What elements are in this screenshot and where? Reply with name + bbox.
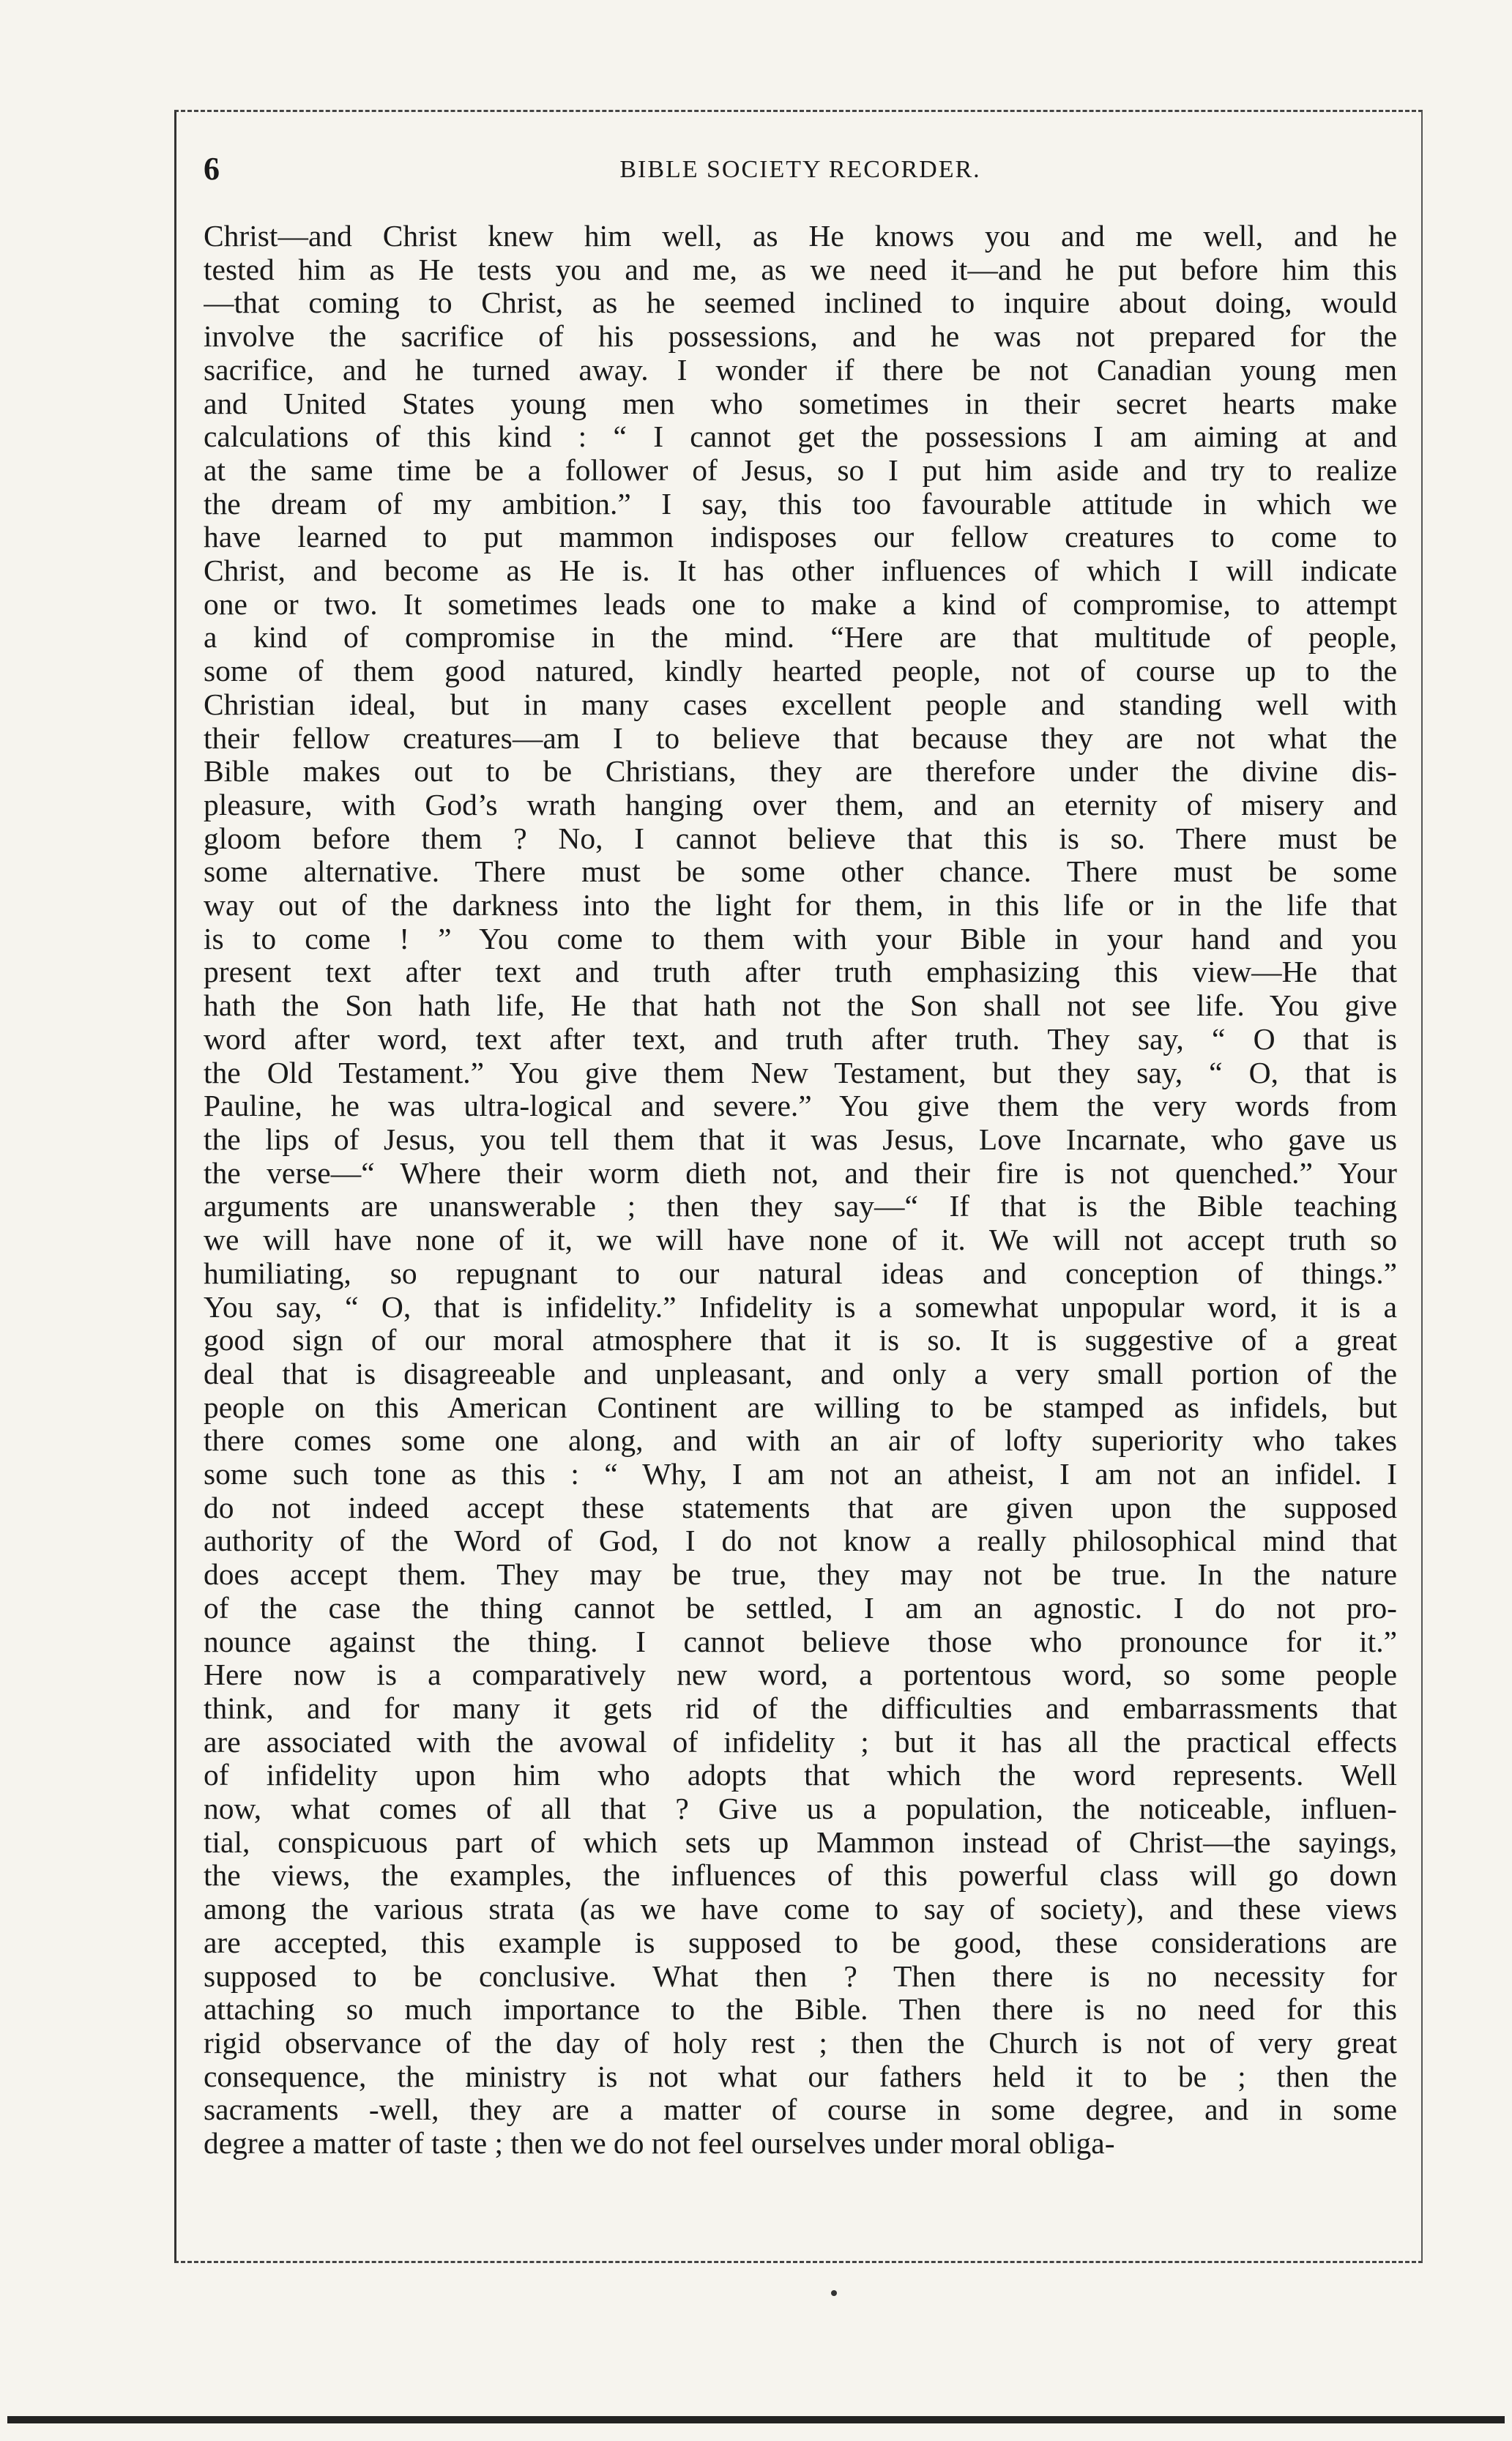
page-number: 6 — [204, 151, 220, 187]
running-head: BIBLE SOCIETY RECORDER. — [619, 156, 981, 183]
text-line: arguments are unanswerable ; then they say—“ If that is the Bible teaching — [204, 1190, 1397, 1223]
text-line: people on this American Continent are willing to be stamped as infidels, but — [204, 1390, 1397, 1424]
text-line: tial, conspicuous part of which sets up Mammon instead of Christ—the sayings, — [204, 1825, 1397, 1859]
text-line: rigid observance of the day of holy rest ; then the Church is not of very great — [204, 2026, 1397, 2060]
text-line: the views, the examples, the influences of this powerful class will go down — [204, 1859, 1397, 1893]
text-line: are associated with the avowal of infidelity ; but it has all the practical effects — [204, 1725, 1397, 1759]
text-line: one or two. It sometimes leads one to make a kind of compromise, to attempt — [204, 587, 1397, 621]
text-line: at the same time be a follower of Jesus, so I put him aside and try to realize — [204, 453, 1397, 487]
text-line: Pauline, he was ultra-logical and severe.” You give them the very words from — [204, 1089, 1397, 1123]
text-line: some of them good natured, kindly hearted people, not of course up to the — [204, 655, 1397, 688]
text-line: the lips of Jesus, you tell them that it was Jesus, Love Incarnate, who gave us — [204, 1122, 1397, 1156]
text-line: good sign of our moral atmosphere that it is so. It is suggestive of a great — [204, 1324, 1397, 1357]
text-line: Christ, and become as He is. It has other influences of which I will indicate — [204, 554, 1397, 588]
text-line: some such tone as this : “ Why, I am not an atheist, I am not an infidel. I — [204, 1458, 1397, 1491]
text-line: the dream of my ambition.” I say, this too favourable attitude in which we — [204, 487, 1397, 521]
text-line: hath the Son hath life, He that hath not the Son shall not see life. You give — [204, 989, 1397, 1023]
text-line: deal that is disagreeable and unpleasant, and only a very small portion of the — [204, 1357, 1397, 1390]
text-line: a kind of compromise in the mind. “Here are that multitude of people, — [204, 621, 1397, 655]
bottom-rule — [7, 2416, 1505, 2423]
text-line: supposed to be conclusive. What then ? Then there is no necessity for — [204, 1959, 1397, 1993]
text-line: are accepted, this example is supposed to be good, these considerations are — [204, 1926, 1397, 1959]
page-header — [204, 150, 1397, 201]
text-line: sacrifice, and he turned away. I wonder if there be not Canadian young men — [204, 353, 1397, 387]
text-line: Christ—and Christ knew him well, as He knows you and me well, and he — [204, 220, 1397, 253]
text-line: think, and for many it gets rid of the difficulties and embarrassments that — [204, 1691, 1397, 1725]
text-line: tested him as He tests you and me, as we need it—and he put before him this — [204, 253, 1397, 286]
text-line: Christian ideal, but in many cases excellent people and standing well with — [204, 687, 1397, 721]
text-line: consequence, the ministry is not what our fathers held it to be ; then the — [204, 2060, 1397, 2093]
page-mark — [831, 2290, 837, 2296]
text-line: we will have none of it, we will have none of it. We will not accept truth so — [204, 1223, 1397, 1257]
text-line: is to come ! ” You come to them with your Bible in your hand and you — [204, 922, 1397, 955]
text-line: humiliating, so repugnant to our natural ideas and conception of things.” — [204, 1256, 1397, 1290]
text-line: —that coming to Christ, as he seemed inclined to inquire about doing, would — [204, 286, 1397, 320]
text-line: have learned to put mammon indisposes our fellow creatures to come to — [204, 521, 1397, 554]
text-line: now, what comes of all that ? Give us a population, the noticeable, influen- — [204, 1792, 1397, 1826]
text-line: the verse—“ Where their worm dieth not, and their fire is not quenched.” Your — [204, 1156, 1397, 1190]
text-line: of the case the thing cannot be settled, I am an agnostic. I do not pro- — [204, 1591, 1397, 1625]
text-line: of infidelity upon him who adopts that which the word represents. Well — [204, 1759, 1397, 1792]
text-line: You say, “ O, that is infidelity.” Infidelity is a somewhat unpopular word, it is a — [204, 1290, 1397, 1324]
text-line: gloom before them ? No, I cannot believe that this is so. There must be — [204, 821, 1397, 855]
text-line: among the various strata (as we have come to say of society), and these views — [204, 1893, 1397, 1926]
text-line: their fellow creatures—am I to believe that because they are not what the — [204, 721, 1397, 755]
text-line: degree a matter of taste ; then we do not feel ourselves under moral obliga- — [204, 2127, 1115, 2161]
text-line: there comes some one along, and with an air of lofty superiority who takes — [204, 1424, 1397, 1458]
text-line: calculations of this kind : “ I cannot get the possessions I am aiming at and — [204, 420, 1397, 454]
text-line: Here now is a comparatively new word, a portentous word, so some people — [204, 1658, 1397, 1692]
text-line: way out of the darkness into the light for them, in this life or in the life that — [204, 889, 1397, 923]
text-line: authority of the Word of God, I do not know a really philosophical mind that — [204, 1524, 1397, 1558]
body-text — [204, 220, 1397, 2161]
text-line: involve the sacrifice of his possessions, and he was not prepared for the — [204, 320, 1397, 354]
text-line: present text after text and truth after truth emphasizing this view—He that — [204, 955, 1397, 989]
text-line: pleasure, with God’s wrath hanging over them, and an eternity of misery and — [204, 788, 1397, 821]
text-line: sacraments -well, they are a matter of course in some degree, and in some — [204, 2093, 1397, 2127]
text-line: do not indeed accept these statements that are given upon the supposed — [204, 1491, 1397, 1524]
text-line: Bible makes out to be Christians, they are therefore under the divine dis- — [204, 755, 1397, 789]
text-line: word after word, text after text, and truth after truth. They say, “ O that is — [204, 1022, 1397, 1056]
text-line: does accept them. They may be true, they may not be true. In the nature — [204, 1558, 1397, 1592]
text-line: the Old Testament.” You give them New Testament, but they say, “ O, that is — [204, 1056, 1397, 1089]
text-line: nounce against the thing. I cannot believe those who pronounce for it.” — [204, 1625, 1397, 1658]
text-line: some alternative. There must be some other chance. There must be some — [204, 855, 1397, 889]
text-line: and United States young men who sometimes in their secret hearts make — [204, 387, 1397, 420]
text-line: attaching so much importance to the Bible. Then there is no need for this — [204, 1993, 1397, 2027]
